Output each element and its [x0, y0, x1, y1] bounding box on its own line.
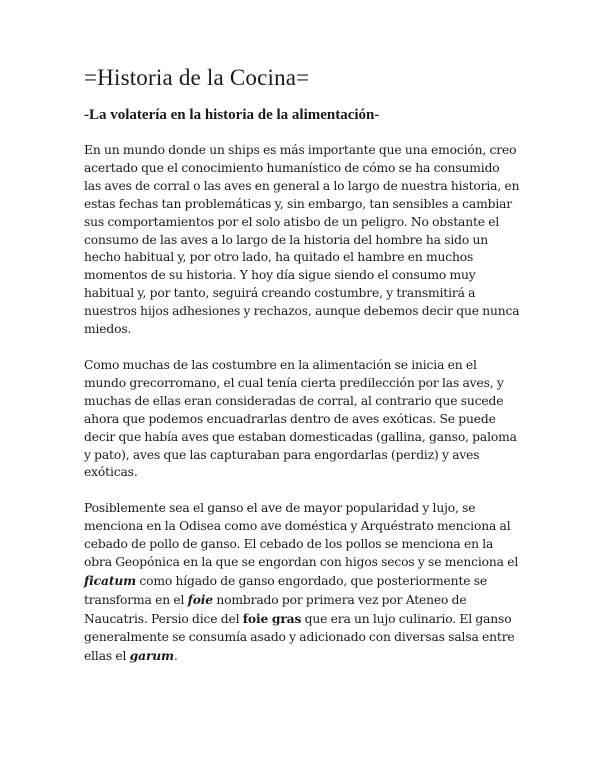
- page-title: =Historia de la Cocina=: [84, 65, 310, 90]
- paragraph-3-text-3: nombrado por primera vez por Ateneo de Naucatris. Persio dice del: [84, 592, 467, 626]
- paragraph-2: Como muchas de las costumbre en la alimentación se inicia en el mundo grecorromano, el cual tenía cierta predilección por las aves, y muchas de ellas eran consideradas de corral, al contrario que sucede ahora que podemos encuadrarlas dentro de aves exóticas. Se puede decir que había aves que estaban domesticadas (gallina, ganso, paloma y pato), aves que las capturaban para engordarlas (perdiz) y aves exóticas.: [84, 357, 517, 480]
- term-foie-gras: foie gras: [242, 610, 302, 626]
- paragraph-3: [84, 500, 520, 665]
- paragraph-1: En un mundo donde un ships es más importante que una emoción, creo acertado que el conocimiento humanístico de cómo se ha consumido las aves de corral o las aves en general a lo largo de nuestra historia, en estas fechas tan problemáticas y, sin embargo, tan sensibles a cambiar sus comportamientos por el solo atisbo de un peligro. No obstante el consumo de las aves a lo largo de la historia del hombre ha sido un hecho habitual y, por otro lado, ha quitado el hambre en muchos momentos de su historia. Y hoy día sigue siendo el consumo muy habitual y, por tanto, seguirá creando costumbre, y transmitirá a nuestros hijos adhesiones y rechazos, aunque debemos decir que nunca miedos.: [84, 143, 520, 337]
- page-subtitle: -La volatería en la historia de la alimentación-: [84, 107, 380, 123]
- paragraph-3-text-1: Posiblemente sea el ganso el ave de mayor popularidad y lujo, se menciona en la Odisea como ave doméstica y Arquéstrato menciona al cebado de pollo de ganso. El cebado de los pollos se menciona en la obra Geopónica en la que se engordan con higos secos y se menciona el: [84, 501, 519, 570]
- paragraph-3-text-4: que era un lujo culinario. El ganso generalmente se consumía asado y adicionado con diversas salsa entre ellas el: [84, 611, 515, 663]
- document-page: [84, 64, 520, 665]
- term-garum: garum: [129, 647, 174, 663]
- paragraph-3-text-2: como hígado de ganso engordado, que posteriormente se transforma en el: [84, 573, 488, 607]
- term-foie: foie: [187, 591, 213, 607]
- paragraph-3-text-5: .: [173, 648, 178, 663]
- term-ficatum: ficatum: [84, 572, 136, 588]
